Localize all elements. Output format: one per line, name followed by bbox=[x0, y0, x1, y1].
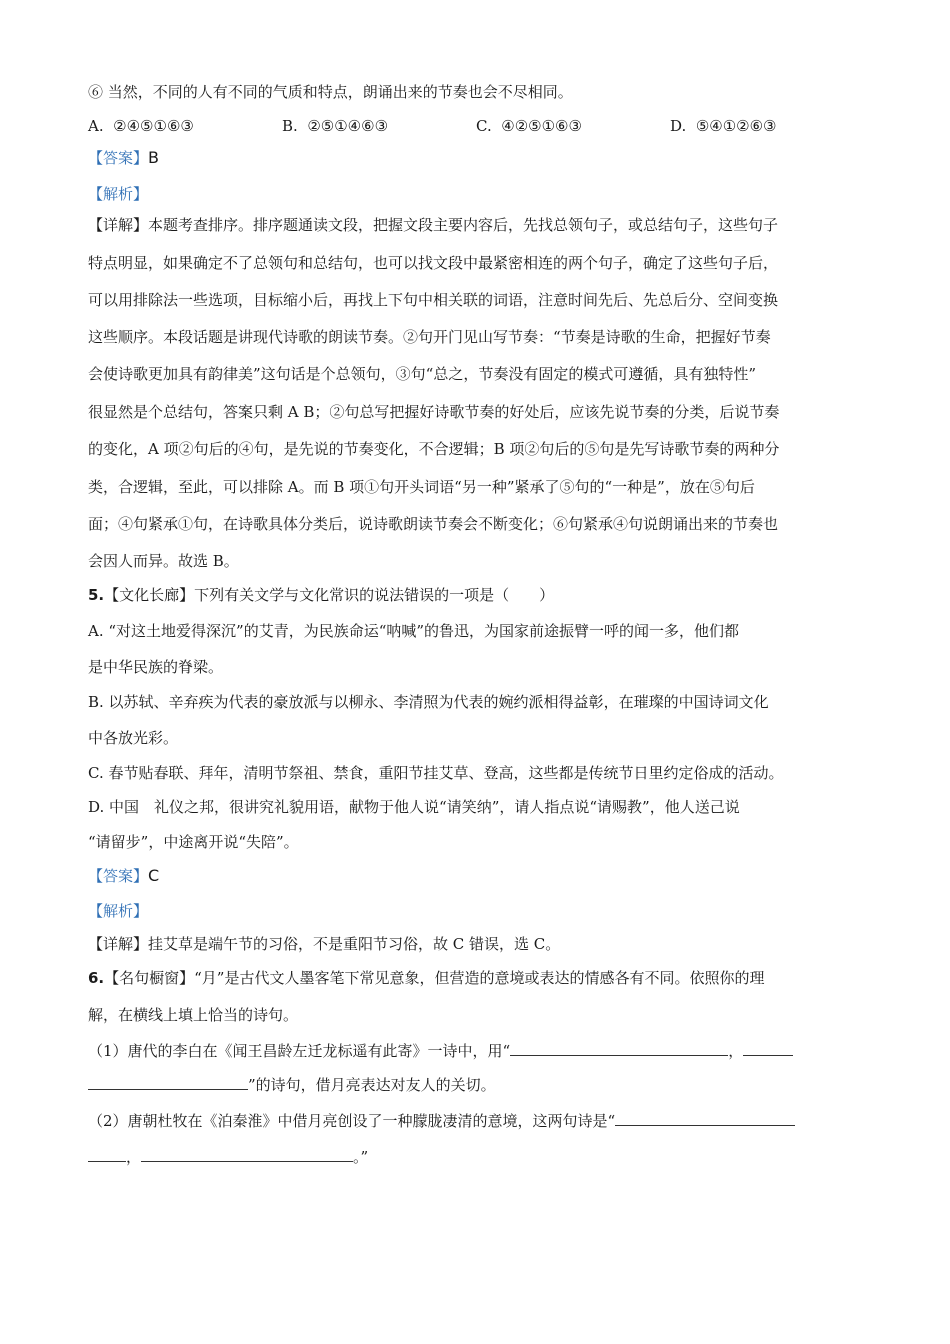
q4-choice-a[interactable] bbox=[88, 116, 194, 136]
q5-answer bbox=[88, 866, 159, 886]
answer-value: C bbox=[148, 866, 160, 885]
question-number: 5. bbox=[88, 586, 105, 604]
answer-blank[interactable] bbox=[510, 1041, 728, 1056]
choice-letter: B. bbox=[282, 117, 298, 135]
answer-value: B bbox=[148, 148, 159, 167]
q6-sub1-cont: ”的诗句，借月亮表达对友人的关切。 bbox=[88, 1075, 496, 1095]
q5-detail: 【详解】挂艾草是端午节的习俗，不是重阳节习俗，故 C 错误，选 C。 bbox=[88, 935, 561, 953]
q4-detail-line: 很显然是个总结句，答案只剩 A B；②句总写把握好诗歌节奏的好处后，应该先说节奏的分类，后说节奏 bbox=[88, 403, 780, 421]
q5-choice-a-cont: 是中华民族的脊梁。 bbox=[88, 658, 224, 676]
q4-detail-line: 特点明显，如果确定不了总领句和总结句，也可以找文段中最紧密相连的两个句子，确定了这些句子后， bbox=[88, 254, 779, 272]
q4-detail-line: 类，合逻辑，至此，可以排除 A。而 B 项①句开头词语“另一种”紧承了⑤句的“一种是”，放在⑤句后 bbox=[88, 478, 755, 496]
choice-letter: C. bbox=[476, 117, 492, 135]
q4-answer bbox=[88, 148, 159, 168]
answer-blank[interactable] bbox=[141, 1147, 353, 1162]
q5-choice-b-cont: 中各放光彩。 bbox=[88, 729, 179, 747]
q4-detail-line: 面；④句紧承①句，在诗歌具体分类后，说诗歌朗读节奏会不断变化；⑥句紧承④句说朗诵出来的节奏也 bbox=[88, 515, 779, 533]
answer-tag: 【答案】 bbox=[88, 867, 149, 885]
choice-letter: A. bbox=[88, 117, 104, 135]
choice-text: ②④⑤①⑥③ bbox=[113, 117, 194, 135]
q5-choice-c[interactable]: C. 春节贴春联、拜年，清明节祭祖、禁食，重阳节挂艾草、登高，这些都是传统节日里约定俗成的活动。 bbox=[88, 764, 784, 782]
q4-choice-c[interactable] bbox=[476, 116, 582, 136]
q6-sub1: （1）唐代的李白在《闻王昌龄左迁龙标遥有此寄》一诗中，用“ ， bbox=[88, 1041, 793, 1061]
choice-text: ④②⑤①⑥③ bbox=[501, 117, 582, 135]
q6-sub2: （2）唐朝杜牧在《泊秦淮》中借月亮创设了一种朦胧凄清的意境，这两句诗是“ bbox=[88, 1111, 795, 1131]
q5-choice-b[interactable]: B. 以苏轼、辛弃疾为代表的豪放派与以柳永、李清照为代表的婉约派相得益彰，在璀璨的中国诗词文化 bbox=[88, 693, 769, 711]
q4-detail-line: 会使诗歌更加具有韵律美”这句话是个总领句，③句“总之，节奏没有固定的模式可遵循，具有独特性” bbox=[88, 365, 757, 383]
q6-sub2-cont: ， 。” bbox=[88, 1147, 368, 1167]
q4-detail-line: 这些顺序。本段话题是讲现代诗歌的朗读节奏。②句开门见山写节奏：“节奏是诗歌的生命，把握好节奏 bbox=[88, 328, 771, 346]
choice-text: ②⑤①④⑥③ bbox=[307, 117, 389, 135]
q5-stem: 5.【文化长廊】下列有关文学与文化常识的说法错误的一项是（ ） bbox=[88, 586, 555, 604]
q4-detail-line: 可以用排除法一些选项，目标缩小后，再找上下句中相关联的词语，注意时间先后、先总后分、空间变换 bbox=[88, 291, 779, 309]
q4-detail-line: 【详解】本题考查排序。排序题通读文段，把握文段主要内容后，先找总领句子，或总结句子，这些句子 bbox=[88, 216, 779, 234]
answer-tag: 【答案】 bbox=[88, 149, 149, 167]
q5-analysis-tag: 【解析】 bbox=[88, 902, 149, 920]
q5-choice-a[interactable]: A. “对这土地爱得深沉”的艾青，为民族命运“呐喊”的鲁迅，为国家前途振臂一呼的闻一多，他们都 bbox=[88, 622, 740, 640]
q4-detail-line: 的变化，A 项②句后的④句，是先说的节奏变化，不合逻辑；B 项②句后的⑤句是先写诗歌节奏的两种分 bbox=[88, 440, 780, 458]
detail-tag: 【详解】 bbox=[88, 935, 149, 953]
q6-stem: 6.【名句橱窗】“月”是古代文人墨客笔下常见意象，但营造的意境或表达的情感各有不同。依照你的理 bbox=[88, 969, 765, 987]
q4-option-6: ⑥ 当然，不同的人有不同的气质和特点，朗诵出来的节奏也会不尽相同。 bbox=[88, 83, 573, 101]
choice-text: ⑤④①②⑥③ bbox=[695, 117, 777, 135]
q4-choice-b[interactable] bbox=[282, 116, 388, 136]
answer-blank[interactable] bbox=[743, 1041, 793, 1056]
answer-blank-cont[interactable] bbox=[88, 1147, 126, 1162]
q4-analysis-tag: 【解析】 bbox=[88, 185, 149, 203]
q4-detail-line: 会因人而异。故选 B。 bbox=[88, 552, 239, 570]
q6-stem-cont: 解，在横线上填上恰当的诗句。 bbox=[88, 1006, 299, 1024]
detail-tag: 【详解】 bbox=[88, 216, 149, 234]
q5-choice-d[interactable]: D. 中国 礼仪之邦，很讲究礼貌用语，献物于他人说“请笑纳”，请人指点说“请赐教”，他人送己说 bbox=[88, 798, 740, 816]
answer-blank[interactable] bbox=[615, 1111, 795, 1126]
q4-choice-d[interactable] bbox=[670, 116, 777, 136]
q5-choice-d-cont: “请留步”，中途离开说“失陪”。 bbox=[88, 833, 299, 851]
answer-blank-cont[interactable] bbox=[88, 1075, 248, 1090]
choice-letter: D. bbox=[670, 117, 687, 135]
question-number: 6. bbox=[88, 969, 105, 987]
